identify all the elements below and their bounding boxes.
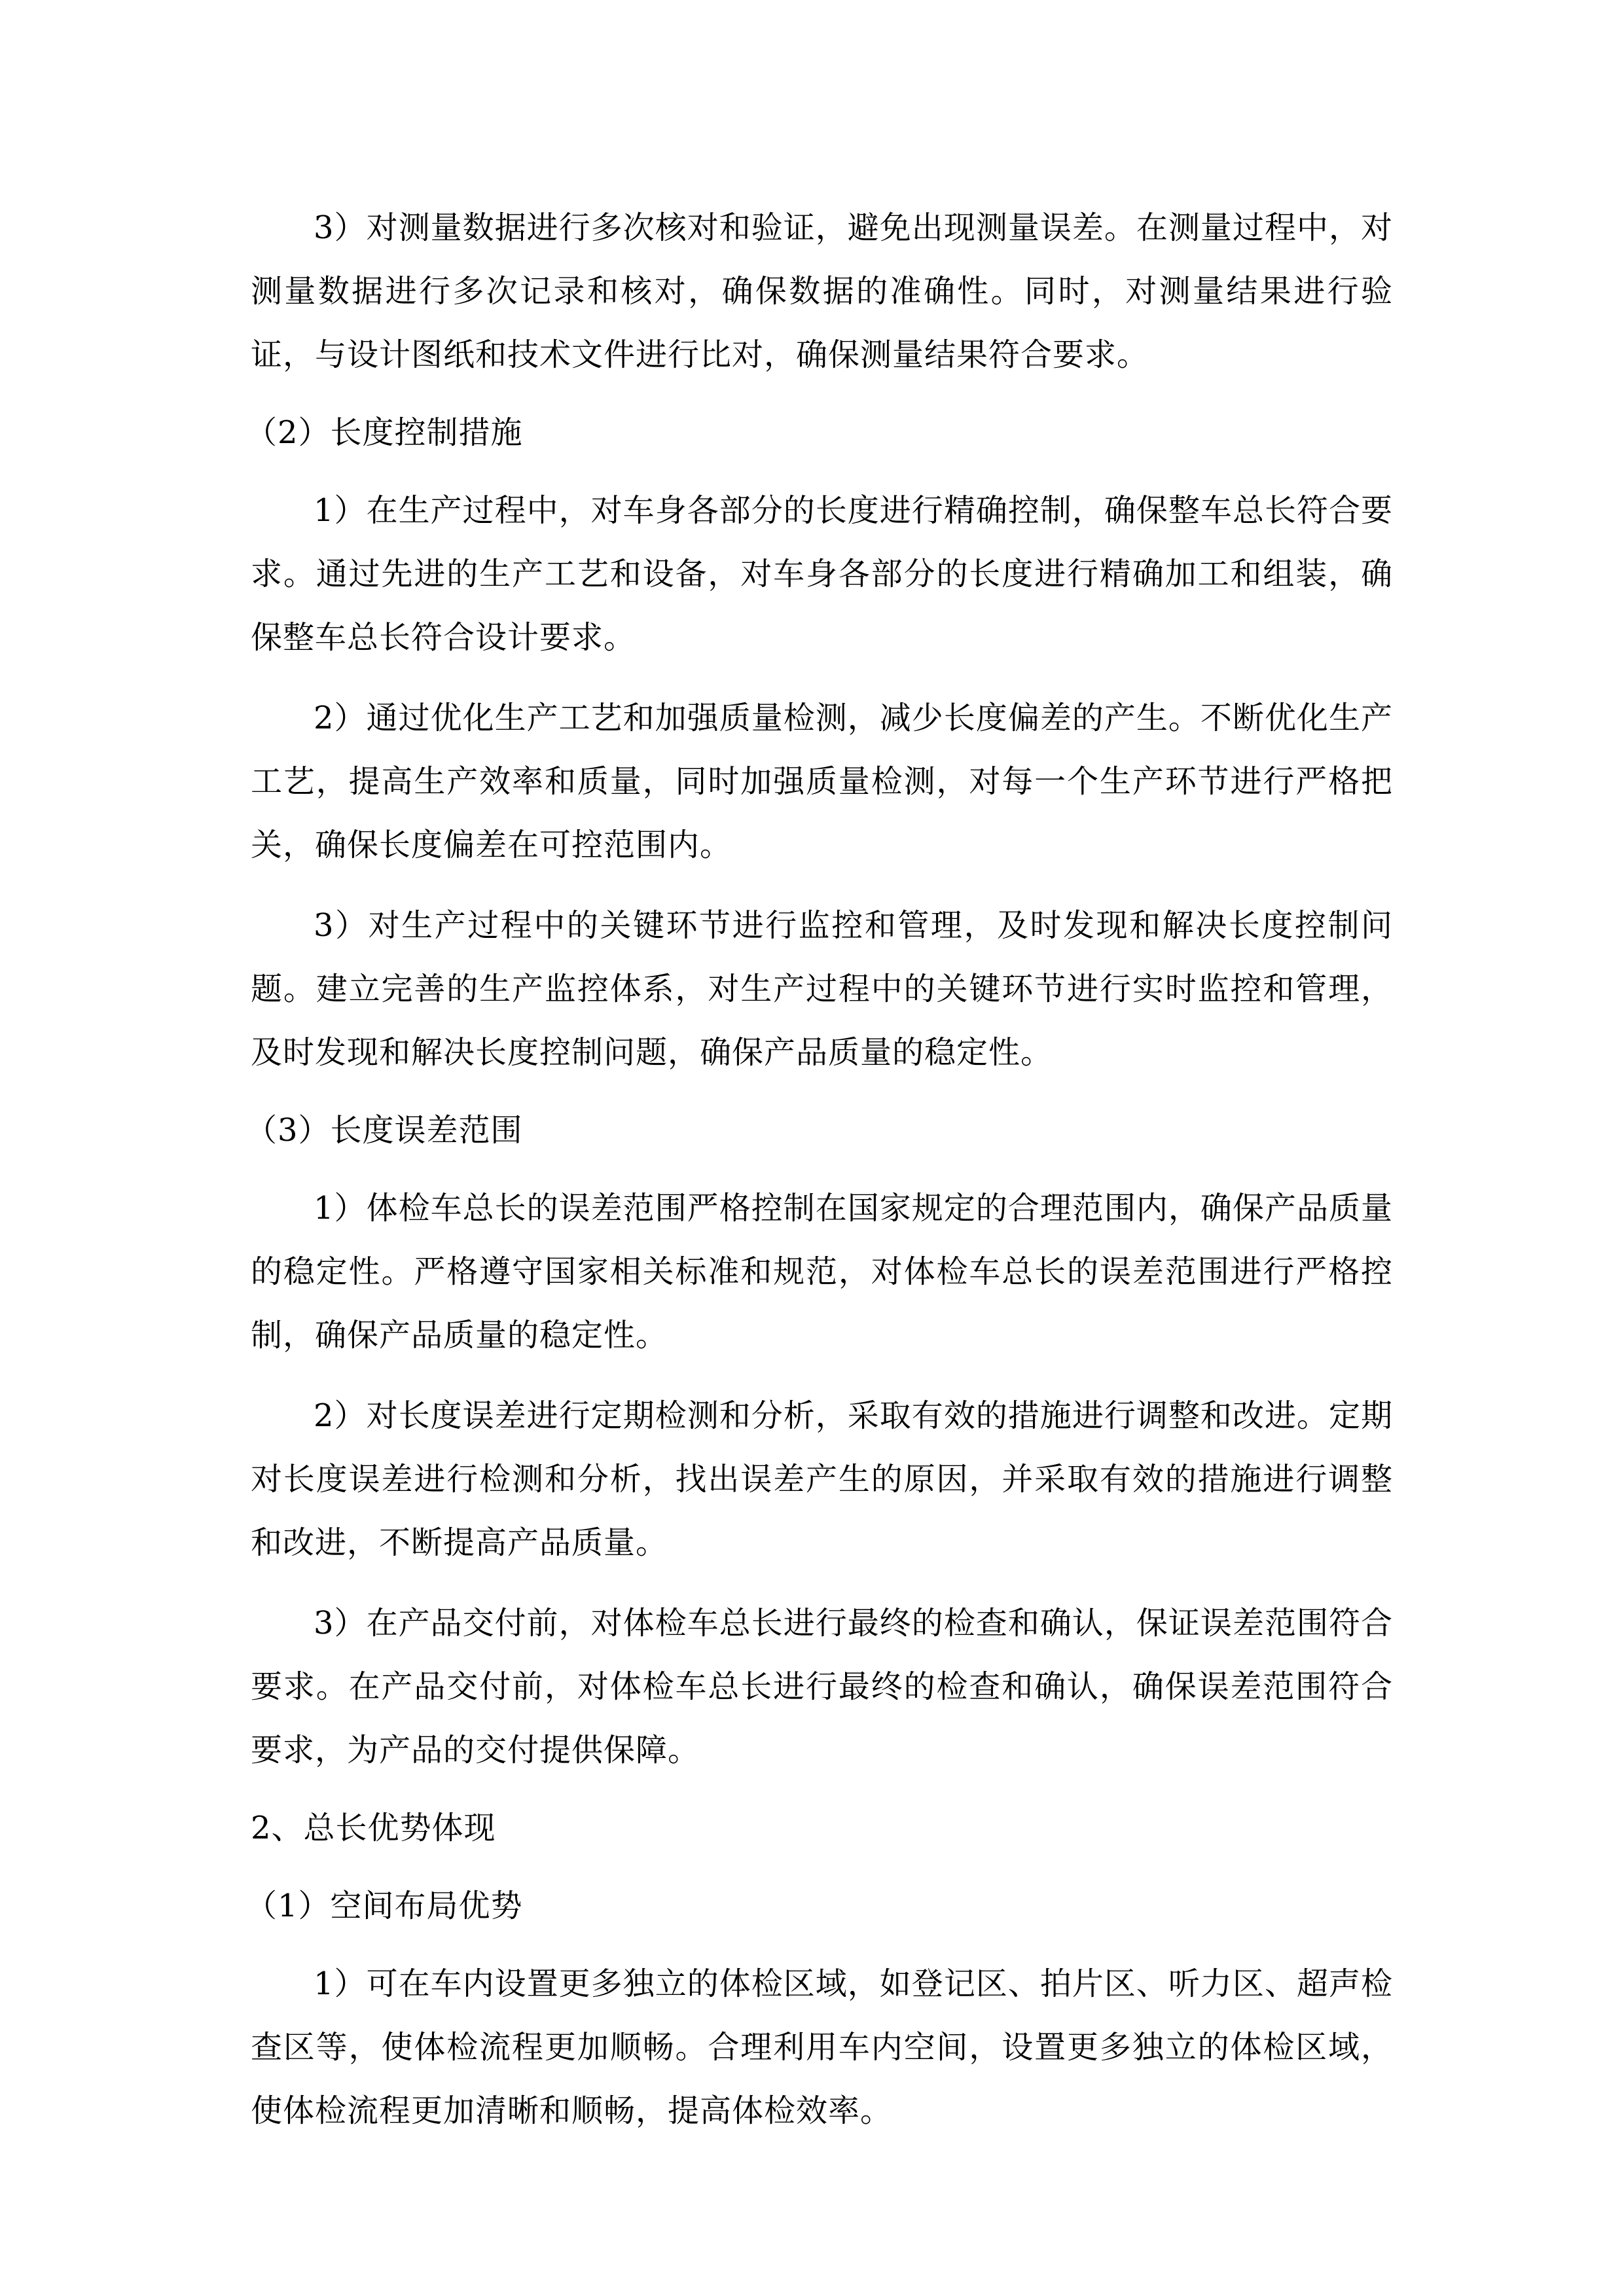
heading-length-control-measures: （2）长度控制措施 <box>245 414 523 451</box>
paragraph-measurement-verification: 3）对测量数据进行多次核对和验证，避免出现测量误差。在测量过程中，对测量数据进行多次记录和核对，确保数据的准确性。同时，对测量结果进行验证，与设计图纸和技术文件进行比对，确保测量结果符合要求。 <box>251 209 1393 373</box>
paragraph-periodic-error-inspection: 2）对长度误差进行定期检测和分析，采取有效的措施进行调整和改进。定期对长度误差进行检测和分析，找出误差产生的原因，并采取有效的措施进行调整和改进，不断提高产品质量。 <box>251 1397 1393 1561</box>
heading-total-length-advantages: 2、总长优势体现 <box>251 1810 496 1846</box>
paragraph-key-process-monitoring: 3）对生产过程中的关键环节进行监控和管理，及时发现和解决长度控制问题。建立完善的生产监控体系，对生产过程中的关键环节进行实时监控和管理，及时发现和解决长度控制问题，确保产品质量的稳定性。 <box>251 907 1393 1071</box>
paragraph-independent-exam-areas: 1）可在车内设置更多独立的体检区域，如登记区、拍片区、听力区、超声检查区等，使体检流程更加顺畅。合理利用车内空间，设置更多独立的体检区域，使体检流程更加清晰和顺畅，提高体检效率。 <box>251 1965 1393 2129</box>
heading-space-layout-advantage: （1）空间布局优势 <box>245 1888 523 1924</box>
paragraph-optimize-process: 2）通过优化生产工艺和加强质量检测，减少长度偏差的产生。不断优化生产工艺，提高生产效率和质量，同时加强质量检测，对每一个生产环节进行严格把关，确保长度偏差在可控范围内。 <box>251 700 1393 863</box>
paragraph-precise-length-control: 1）在生产过程中，对车身各部分的长度进行精确控制，确保整车总长符合要求。通过先进的生产工艺和设备，对车身各部分的长度进行精确加工和组装，确保整车总长符合设计要求。 <box>251 492 1393 656</box>
heading-length-error-range: （3）长度误差范围 <box>245 1112 523 1149</box>
paragraph-final-inspection: 3）在产品交付前，对体检车总长进行最终的检查和确认，保证误差范围符合要求。在产品交付前，对体检车总长进行最终的检查和确认，确保误差范围符合要求，为产品的交付提供保障。 <box>251 1605 1393 1768</box>
document-page <box>245 196 1393 2143</box>
paragraph-error-range-control: 1）体检车总长的误差范围严格控制在国家规定的合理范围内，确保产品质量的稳定性。严格遵守国家相关标准和规范，对体检车总长的误差范围进行严格控制，确保产品质量的稳定性。 <box>251 1190 1393 1354</box>
